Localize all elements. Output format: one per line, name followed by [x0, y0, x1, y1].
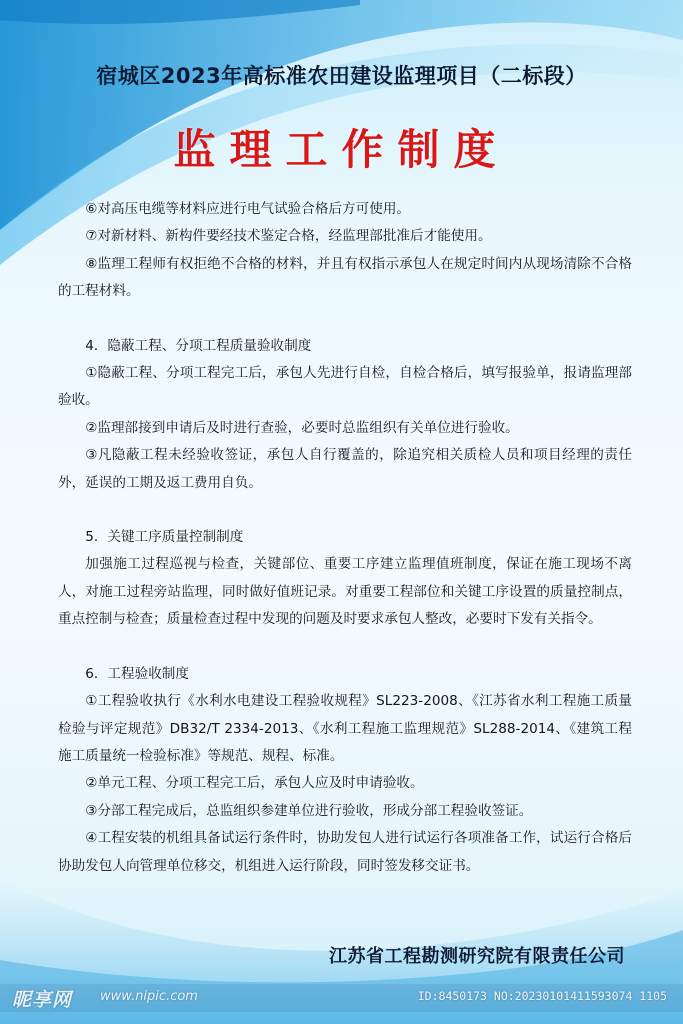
body-paragraph: ②监理部接到申请后及时进行查验，必要时总监组织有关单位进行验收。 — [85, 419, 519, 436]
body-paragraph: ③分部工程完成后，总监组织参建单位进行验收，形成分部工程验收签证。 — [85, 802, 533, 819]
body-paragraph: ④工程安装的机组具备试运行条件时，协助发包人进行试运行各项准备工作，试运行合格后协助发包人向管理单位移交，机组进入运行阶段，同时签发移交证书。 — [58, 830, 632, 874]
watermark-url: www.nipic.com — [100, 989, 198, 1004]
body-paragraph: ⑧监理工程师有权拒绝不合格的材料，并且有权指示承包人在规定时间内从现场清除不合格的工程材料。 — [58, 255, 632, 300]
body-paragraph: ①工程验收执行《水利水电建设工程验收规程》SL223-2008、《江苏省水利工程施工质量检验与评定规范》DB32/T 2334-2013、《水利工程施工监理规范》SL288-2014、《建筑工程施工质量统一检验标准》等规范、规程、标准。 — [58, 693, 632, 764]
main-title: 监理工作制度 — [173, 125, 510, 174]
body-paragraph: ②单元工程、分项工程完工后，承包人应及时申请验收。 — [85, 775, 424, 792]
section-heading: 4．隐蔽工程、分项工程质量验收制度 — [85, 337, 312, 354]
regulation-body — [58, 196, 632, 880]
body-paragraph: ⑥对高压电缆等材料应进行电气试验合格后方可使用。 — [85, 201, 411, 217]
watermark-logo: 昵享网 — [12, 989, 73, 1011]
body-paragraph: 加强施工过程巡视与检查，关键部位、重要工序建立监理值班制度，保证在施工现场不离人，对施工过程旁站监理，同时做好值班记录。对重要工程部位和关键工序设置的质量控制点，重点控制与检查；质量检查过程中发现的问题及时要求承包人整改，必要时下发有关指令。 — [58, 556, 632, 628]
section-spacer — [58, 306, 632, 333]
watermark-id: ID:8450173 NO:20230101411593074 1105 — [417, 989, 667, 1003]
section-spacer — [58, 634, 632, 661]
body-paragraph: ③凡隐蔽工程未经验收签证，承包人自行覆盖的，除追究相关质检人员和项目经理的责任外，延误的工期及返工费用自负。 — [58, 447, 632, 491]
section-heading: 6．工程验收制度 — [85, 665, 189, 682]
section-spacer — [58, 497, 632, 524]
company-name: 江苏省工程勘测研究院有限责任公司 — [329, 946, 625, 967]
body-paragraph: ①隐蔽工程、分项工程完工后，承包人先进行自检，自检合格后，填写报验单，报请监理部验收。 — [58, 365, 632, 409]
project-title: 宿城区2023年高标准农田建设监理项目（二标段） — [96, 64, 587, 88]
body-paragraph: ⑦对新材料、新构件要经技术鉴定合格，经监理部批准后才能使用。 — [85, 228, 492, 245]
section-heading: 5．关键工序质量控制制度 — [85, 529, 244, 546]
